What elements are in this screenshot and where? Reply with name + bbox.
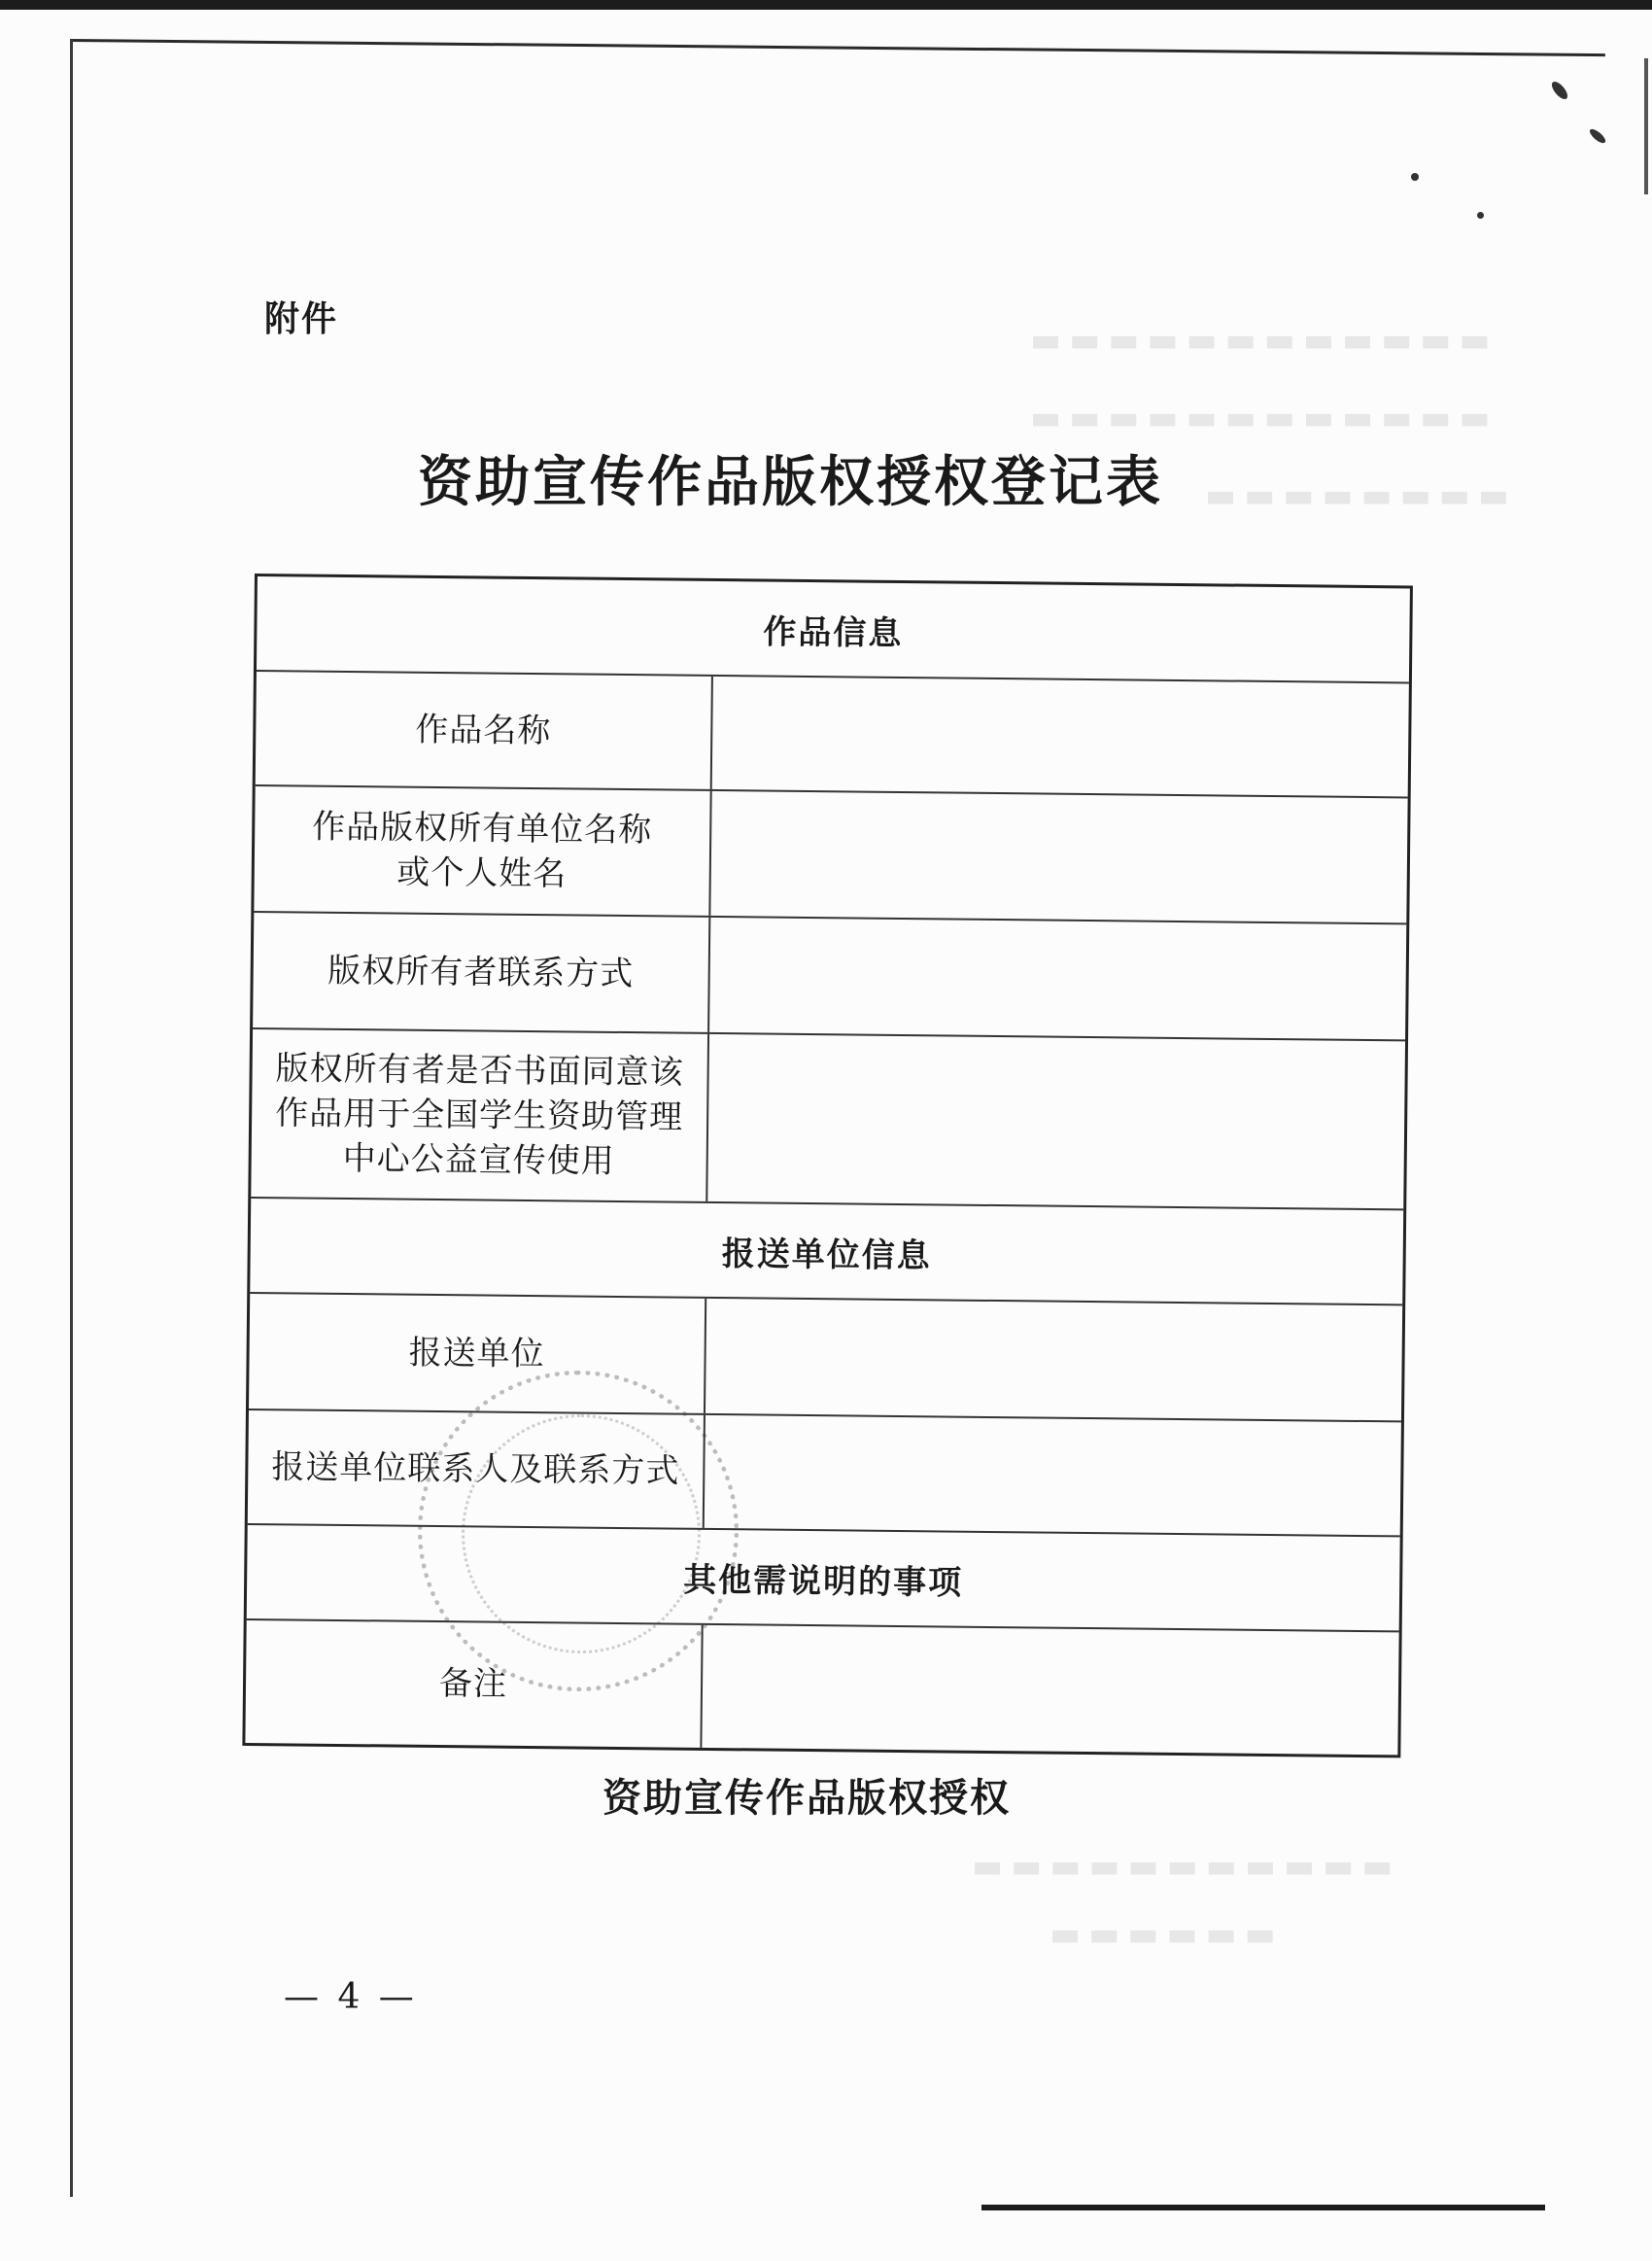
work-name-input[interactable] <box>712 677 1409 796</box>
page-title: 资助宣传作品版权授权登记表 <box>418 450 1163 514</box>
field-label <box>249 1294 706 1413</box>
form-row-work-name <box>256 672 1409 798</box>
form-row-owner-contact <box>253 913 1406 1041</box>
submitter-contact-input[interactable] <box>705 1415 1401 1535</box>
section-heading-submitter-info <box>250 1199 1403 1305</box>
field-label-text: 报送单位 <box>408 1333 545 1374</box>
field-label-text: 版权所有者联系方式 <box>327 951 635 994</box>
field-label-text: 作品名称 <box>415 710 552 751</box>
page-number: — 4 — <box>284 1977 418 2017</box>
scan-speck <box>1411 173 1419 181</box>
page-left-border <box>70 39 73 2197</box>
scan-speck <box>1588 127 1607 146</box>
submitting-unit-input[interactable] <box>706 1299 1402 1420</box>
form-row-written-consent <box>251 1029 1405 1210</box>
bleed-through-line: ▬▬▬▬▬▬▬▬ <box>1205 476 1517 515</box>
field-label <box>245 1620 703 1748</box>
field-label <box>253 913 710 1032</box>
field-label <box>248 1410 706 1528</box>
section-heading-other-notes <box>247 1525 1400 1632</box>
remarks-input[interactable] <box>702 1625 1398 1755</box>
attachment-label: 附件 <box>264 299 339 339</box>
bleed-through-line: ▬▬▬▬▬▬▬▬▬▬▬▬ <box>1030 399 1498 437</box>
section-heading-work-info <box>257 576 1410 683</box>
section-heading-text: 报送单位信息 <box>721 1234 932 1275</box>
copyright-owner-input[interactable] <box>710 791 1407 922</box>
form-row-remarks <box>245 1620 1398 1755</box>
field-label <box>251 1029 709 1201</box>
page-top-border <box>70 39 1605 56</box>
scan-edge-right <box>1644 58 1648 194</box>
field-label-text: 报送单位联系人及联系方式 <box>271 1447 680 1491</box>
scan-speck <box>1477 212 1484 219</box>
bleed-through-line: ▬▬▬▬▬▬▬▬▬▬▬ <box>972 1847 1401 1886</box>
scan-speck <box>1549 79 1570 101</box>
section-heading-text: 其他需说明的事项 <box>682 1560 964 1603</box>
form-row-submitter-contact <box>248 1410 1401 1537</box>
field-label-text: 备注 <box>438 1664 508 1704</box>
authorization-heading: 资助宣传作品版权授权 <box>602 1776 1011 1821</box>
form-row-copyright-owner <box>254 786 1407 924</box>
field-label <box>254 786 711 916</box>
registration-form-table <box>242 574 1413 1757</box>
written-consent-input[interactable] <box>707 1034 1405 1208</box>
scan-edge-bottom <box>981 2205 1545 2210</box>
bleed-through-line: ▬▬▬▬▬▬ <box>1050 1915 1284 1954</box>
field-label-text: 版权所有者是否书面同意该 作品用于全国学生资助管理 中心公益宣传使用 <box>274 1049 684 1181</box>
form-row-submitting-unit <box>249 1294 1402 1422</box>
section-heading-text: 作品信息 <box>763 611 904 653</box>
owner-contact-input[interactable] <box>709 918 1406 1039</box>
field-label <box>256 672 713 789</box>
bleed-through-line: ▬▬▬▬▬▬▬▬▬▬▬▬ <box>1030 321 1498 360</box>
scan-edge-top <box>0 0 1652 10</box>
field-label-text: 作品版权所有单位名称 或个人姓名 <box>312 807 653 894</box>
